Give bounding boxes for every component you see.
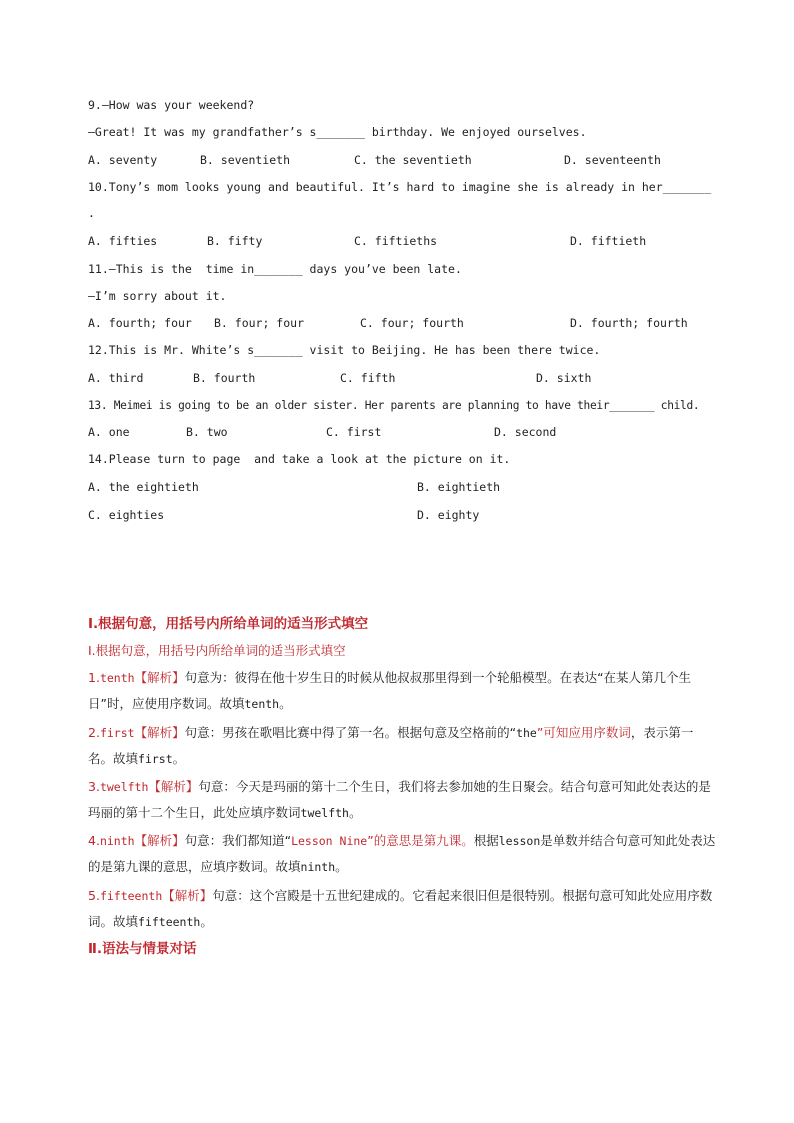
answer-5-number: 5.	[88, 888, 100, 903]
q11-option-b: B. four; four	[214, 316, 305, 330]
q9-option-d: D. seventeenth	[564, 153, 661, 167]
answer-5-word: fifteenth	[99, 889, 163, 903]
answer-3-text-end: 。	[348, 805, 362, 820]
q12-stem-line1: 12.This is Mr. White’s s_______ visit to Beijing. He has been there twice.	[88, 343, 601, 357]
answer-2-text: 句意：男孩在歌唱比赛中得了第一名。根据句意及空格前的“	[184, 725, 517, 740]
answer-item-5	[88, 883, 718, 935]
answer-4-text-mid: 根据	[473, 833, 499, 848]
answer-2-word-mid: the	[516, 726, 537, 740]
answer-1-text-end: 。	[279, 696, 292, 711]
q12-option-c: C. fifth	[340, 371, 396, 385]
q9-option-c: C. the seventieth	[354, 153, 472, 167]
answer-3-word: twelfth	[99, 780, 149, 794]
q14-stem-line1: 14.Please turn to page and take a look at the picture on it.	[88, 452, 511, 466]
q11-option-c: C. four; fourth	[360, 316, 464, 330]
q9-stem-line2: —Great! It was my grandfather’s s_______ birthday. We enjoyed ourselves.	[88, 125, 587, 139]
q10-option-c: C. fiftieths	[354, 234, 438, 248]
q13-option-b: B. two	[186, 425, 228, 439]
answer-item-3	[88, 774, 718, 826]
section-2-heading: Ⅱ.语法与情景对话	[88, 941, 197, 957]
q10-stem-line1: 10.Tony’s mom looks young and beautiful. It’s hard to imagine she is already in her_______	[88, 180, 712, 194]
q9-option-b: B. seventieth	[200, 153, 291, 167]
answer-3-word-final: twelfth	[300, 806, 349, 820]
q13-option-c: C. first	[326, 425, 382, 439]
answer-3-tag: 【解析】	[148, 779, 199, 794]
answer-section-heading: Ⅰ.根据句意，用括号内所给单词的适当形式填空	[88, 616, 369, 632]
answer-item-4	[88, 828, 718, 880]
answer-2-tag: 【解析】	[134, 725, 185, 740]
answer-4-word: ninth	[99, 834, 135, 848]
answer-2-red-part: ”可知应用序数词	[536, 725, 631, 740]
answer-4-word-mid: Lesson Nine	[291, 834, 368, 848]
answer-1-text: 句意为：彼得在他十岁生日的时候从他叔叔那里得到一个轮船模型。在表达“在某人第几个生日”时，应使用序数词。故填	[88, 670, 692, 711]
q12-option-b: B. fourth	[193, 371, 256, 385]
answer-3-text: 句意：今天是玛丽的第十二个生日，我们将去参加她的生日聚会。结合句意可知此处表达的是玛丽的第十二个生日，此处应填序数词	[88, 779, 711, 820]
q14-option-b: B. eightieth	[417, 480, 501, 494]
answer-3-number: 3.	[88, 779, 100, 794]
q10-option-a: A. fifties	[88, 234, 158, 248]
answer-4-text: 句意：我们都知道“	[184, 833, 292, 848]
answer-4-number: 4.	[88, 833, 100, 848]
q13-option-d: D. second	[494, 425, 557, 439]
q9-stem-line1: 9.—How was your weekend?	[88, 98, 255, 112]
answer-item-2	[88, 720, 718, 772]
answer-2-word: first	[99, 726, 135, 740]
answer-2-word-final: first	[138, 752, 173, 766]
answer-5-text: 句意：这个宫殿是十五世纪建成的。它看起来很旧但是很特别。根据句意可知此处应用序数词。故填	[88, 888, 713, 929]
q14-option-d: D. eighty	[417, 508, 480, 522]
answer-4-red-part: ”的意思是第九课。	[367, 833, 474, 848]
q12-option-a: A. third	[88, 371, 144, 385]
q14-option-a: A. the eightieth	[88, 480, 199, 494]
q9-option-a: A. seventy	[88, 153, 158, 167]
answer-1-number: 1.	[88, 670, 100, 685]
answer-4-word-mid2: lesson	[498, 834, 541, 848]
answer-4-word-final: ninth	[300, 860, 336, 874]
answer-2-text-end: 。	[172, 751, 186, 766]
q10-option-b: B. fifty	[207, 234, 263, 248]
answer-5-text-end: 。	[200, 914, 213, 929]
answer-2-number: 2.	[88, 725, 100, 740]
answer-5-tag: 【解析】	[162, 888, 213, 903]
answer-1-word: tenth	[99, 671, 135, 685]
answer-4-tag: 【解析】	[134, 833, 185, 848]
answer-4-text-mid2: 是单数并结合句意可知此处表达的是第九课的意思，应填序数词。故填	[88, 833, 716, 874]
answer-item-1	[88, 665, 718, 717]
q13-stem-line1: 13. Meimei is going to be an older sister. Her parents are planning to have their_______ child.	[88, 399, 700, 412]
q11-option-d: D. fourth; fourth	[570, 316, 688, 330]
q10-stem-line2: .	[88, 206, 95, 220]
q11-option-a: A. fourth; four	[88, 316, 192, 330]
answer-5-word-final: fifteenth	[138, 915, 201, 929]
q14-option-c: C. eighties	[88, 508, 165, 522]
answer-1-word-final: tenth	[244, 697, 280, 711]
q12-option-d: D. sixth	[536, 371, 592, 385]
answer-1-tag: 【解析】	[134, 670, 185, 685]
q10-option-d: D. fiftieth	[570, 234, 647, 248]
answer-section-subheading: Ⅰ.根据句意，用括号内所给单词的适当形式填空	[88, 643, 346, 658]
q13-option-a: A. one	[88, 425, 130, 439]
q11-stem-line2: —I’m sorry about it.	[88, 289, 227, 303]
answer-2-text-mid: ，表示第一名。故填	[88, 725, 694, 766]
q11-stem-line1: 11.—This is the time in_______ days you’ve been late.	[88, 262, 462, 276]
answer-4-text-end: 。	[335, 859, 348, 874]
